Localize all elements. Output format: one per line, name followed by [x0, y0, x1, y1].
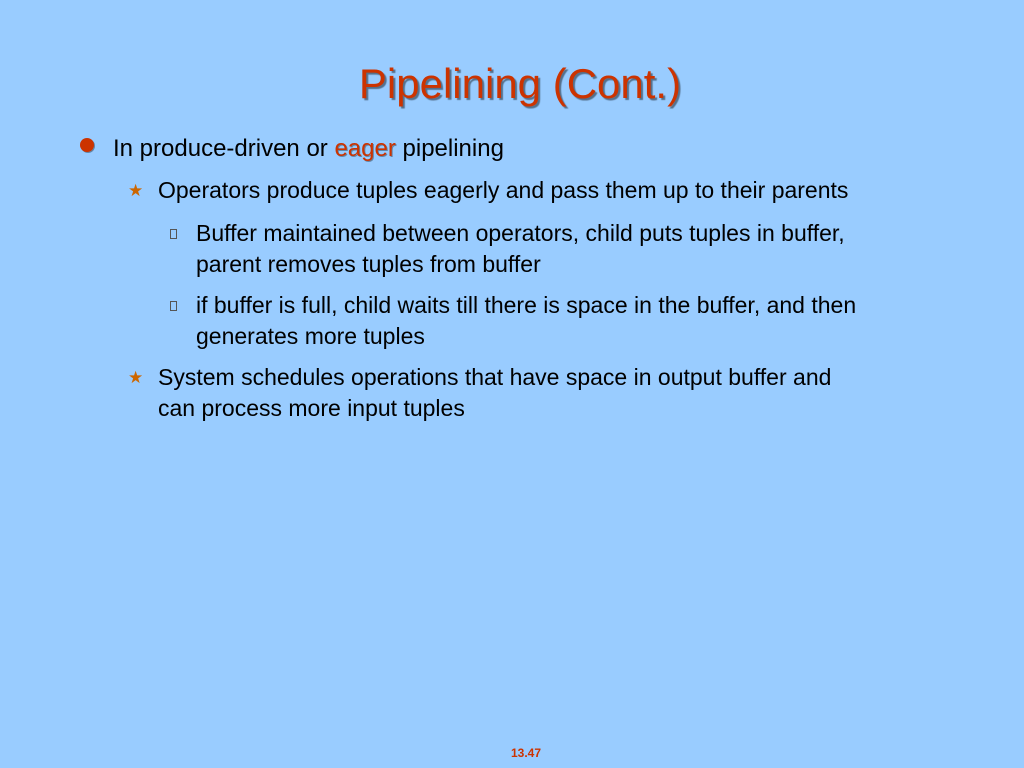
star-bullet-icon: ★ — [128, 181, 144, 200]
bullet-level2-operators: Operators produce tuples eagerly and pass them up to their parents — [158, 177, 849, 203]
box-bullet-icon — [170, 301, 177, 311]
page-number: 13.47 — [510, 746, 542, 760]
bullet-text-pre: In produce-driven or — [113, 135, 335, 162]
bullet-level2-schedules-line1: System schedules operations that have space in output buffer and — [158, 364, 832, 390]
star-bullet-icon: ★ — [128, 368, 144, 387]
bullet-level3-buffer-line2: parent removes tuples from buffer — [196, 251, 541, 277]
bullet-level3-buffer-line1: Buffer maintained between operators, child puts tuples in buffer, — [196, 220, 845, 246]
slide-title: Pipelining (Cont.) — [358, 60, 682, 107]
bullet-level2-schedules-line2: can process more input tuples — [158, 395, 465, 421]
red-bullet-icon — [80, 138, 94, 152]
bullet-text-post: pipelining — [395, 135, 504, 162]
bullet-level3-full-line1: if buffer is full, child waits till there is space in the buffer, and then — [196, 292, 857, 318]
eager-emphasis: eager — [334, 135, 396, 162]
bullet-level1-eager-pipelining — [113, 133, 504, 164]
box-bullet-icon — [170, 229, 177, 239]
bullet-level3-full-line2: generates more tuples — [196, 323, 425, 349]
